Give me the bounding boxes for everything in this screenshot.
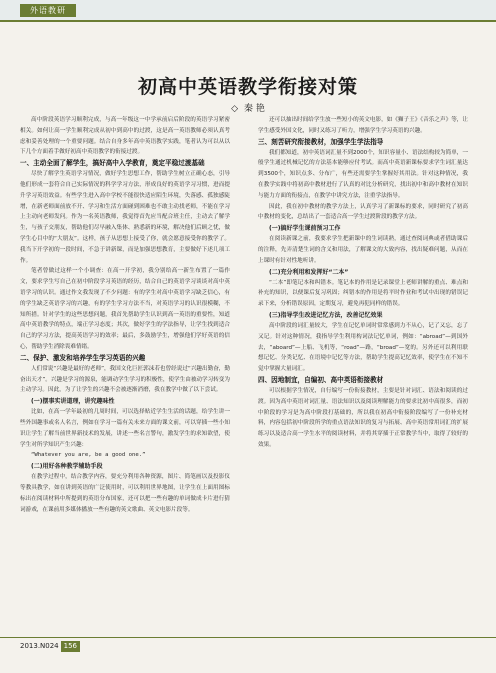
subsection-heading: (二)用好各种教学辅助手段 — [31, 463, 103, 471]
issue-text: 2013.N024 — [20, 642, 59, 650]
subsection-heading: (一)搞好学生课前预习工作 — [269, 225, 341, 233]
diamond-icon: ◇ — [231, 104, 239, 114]
section-heading: 三、刻苦研究衔接教材，加强学生学法指导 — [258, 137, 384, 146]
header-band — [0, 0, 496, 20]
quote-line: “Whatever you are, be a good one.” — [31, 452, 146, 459]
article-title: 初高中英语教学衔接对策 — [137, 76, 358, 98]
left-column — [20, 115, 230, 633]
body-paragraph: 比如，在高一学年最初的几周时间，可以选择贴近学生生活的话题，给学生讲一些外国趣事或名人名言，例如在学习一篇有关未来方面的课文前，可以穿插一些小知识让学生了解当前世界新技术的发展，讲述一些名言警句，激发学生的求知欲望，使学生对所学知识产生兴趣： — [20, 409, 230, 448]
section-heading: 四、因地制宜，自编初、高中英语衔接教材 — [258, 375, 384, 384]
body-paragraph: 可以根据学生情况，自行编写一份衔接教材，主要是针对词汇、语法和阅读的过渡。因为高中英语对词汇量、语法知识以及阅读理解能力的要求比初中高很多，而初中阶段的学习是为高中阶段打基础的，所以我在初高中衔接阶段编写了一份补充材料，内容包括初中阶段所学的重点语法知识的复习与拓展、高中英语常用词汇的扩展练习以及适合高一学生水平的阅读材料，并将其穿插于正常教学当中，取得了较好的效果。 — [258, 387, 468, 448]
body-paragraph: “二本”即笔记本和纠错本。笔记本的作用是记录课堂上老师讲解的重点、难点和补充的知识，以便课后复习巩固；纠错本的作用是将平时作业和考试中出现的错误记录下来，分析错误原因，定期复习，避免再犯同样的错误。 — [258, 279, 468, 308]
subsection-heading: (一)摆事实讲道理，讲究趣味性 — [31, 398, 115, 406]
body-paragraph: 还可以抽出时间给学生放一些短小的英文电影，如《狮子王》《音乐之声》等，让学生感受外国文化，同时又练习了听力，增强学生学习英语的兴趣。 — [258, 117, 468, 134]
footer — [20, 641, 80, 652]
body-paragraph: 高中阶段的词汇量较大，学生在记忆单词时常常感到力不从心，记了又忘，忘了又记。针对这种情况，我指导学生利用构词法记忆单词，例如：“abroad”—到国外去，“aboard”—上船、飞机等，“road”—路，“broad”—宽的。另外还可以利用联想记忆、分类记忆、在语境中记忆等方法，帮助学生提高记忆效率，使学生在不知不觉中掌握大量词汇。 — [258, 322, 468, 373]
body-paragraph: 在教学过程中，结合教学内容，要充分利用各种资源，图片、简笔画以及投影仪等教具教学，如在讲到英语的广泛使用时，可以利用世界地图，让学生在上面用图标标出在阅读材料中所提到的英语分布国家，还可以把一些有趣的单词做成卡片进行猜词游戏，在课前用多媒体播放一些有趣的英文歌曲、英文电影片段等。 — [20, 474, 230, 513]
body-paragraph: 高中阶段英语学习顺利完成，与高一年级这一中学承前启后阶段的英语学习紧密相关。如何让高一学生顺利完成从初中到高中的过渡，这是高一英语教师必须认真考虑和妥善处理的一个重要问题。结合自身多年高中英语教学实践，笔者认为可以从以下几个方面着手做好初高中英语教学的衔接过渡。 — [20, 117, 230, 156]
body-paragraph: 尽快了解学生英语学习情况，做好学生思想工作，帮助学生树立正确心态，引导他们形成一套符合自己实际情况的科学学习方法，形成良好的英语学习习惯，进而提升学习英语效益。有些学生进入高中学校不能很快适应陌生环境，失落感、孤独感陡增，在新老师面前放不开、学习和生活方面碰到困难也不敢主动找老师，不能在学习上主动向老师发问。作为一名英语教师，我觉得首先应当配合班主任，主动去了解学生，与孩子交朋友，帮助他们尽早融入集体、熟悉新的环境，解决他们后顾之忧，做学生心目中的“大朋友”。这样，孩子从思想上接受了你，就会愿意接受你的教学了。我当下开学初的一段时间，不急于讲新课，而是加强思想教育，主要做好下述几项工作。 — [20, 171, 230, 264]
body-paragraph: 因此，我在初中教材的教学方法上，认真学习了新课标的要求，同时研究了初高中教材的变化，总结出了一套适合高一学生过渡阶段的教学方法。 — [258, 203, 468, 221]
subsection-heading: (三)指导学生改进记忆方法，改善记忆效果 — [269, 311, 383, 319]
body-paragraph: 笔者曾做过这样一个小调查：在高一开学初，我分别给高一新生布置了一篇作文，要求学生写自己在初中阶段学习英语的经历，结合自己的英语学习谈谈对高中英语学习的认识。通过作文我发现了不少问题：有的学生对高中英语学习缺乏信心，有的学生缺乏英语学习的兴趣，有的学生学习方法不当，对英语学习的认识很模糊，不知所措。针对学生的这些思想问题，我首先帮助学生认识到高一英语的重要性，知道高中英语教学的特点，端正学习态度；其次，做好学生的学法指导，让学生找到适合自己的学习方法，提高英语学习的效率；最后，多鼓励学生，增强他们学好英语的信心，帮助学生消除畏难情绪。 — [20, 268, 230, 350]
footer-rule — [0, 637, 496, 638]
body-paragraph: 在阅读新课之前，我要求学生把新课中的生词读熟，通过查阅词典或者借助课后的注释，先弄清楚生词的含义和用法，了解课文的大致内容，找出疑难问题，从而在上课时有针对性地听讲。 — [258, 236, 468, 264]
author-line — [0, 101, 496, 114]
body-paragraph: 我们都知道，初中英语词汇量不到2000个，知识容量小、语法结构较为简单，一般学生通过机械记忆的方法基本能够应付考试。而高中英语新课标要求学生词汇量达到3500个，知识点多、分布广，有些还需要学生掌握好其用法。针对这种情况，我在教学实践中将初高中教材进行了认真的对比分析研究，找出初中和高中教材在知识与能力方面的衔接点，在教学中讲究方法，注重学法指导。 — [258, 149, 468, 199]
section-heading: 二、保护、激发和培养学生学习英语的兴趣 — [20, 353, 146, 362]
right-column — [258, 115, 468, 633]
section-tag: 外语教研 — [20, 4, 76, 17]
page-number: 156 — [61, 641, 80, 652]
section-heading: 一、主动全面了解学生，搞好高中入学教育，奠定平稳过渡基础 — [20, 159, 205, 168]
header-rule — [0, 20, 496, 22]
body-paragraph: 人们常说“兴趣是最好的老师”，我国文化巨匠郭沫若也曾经说过“兴趣出勤奋，勤奋出天才”。兴趣是学习的源泉，能调动学生学习的积极性，使学生由被动学习转变为主动学习。因此，为了让学生的兴趣不会被逐渐消磨，我在教学中做了以下尝试。 — [20, 365, 230, 394]
author-name: 秦 艳 — [244, 104, 265, 114]
subsection-heading: (二)充分利用和发挥好“二本” — [269, 268, 349, 276]
